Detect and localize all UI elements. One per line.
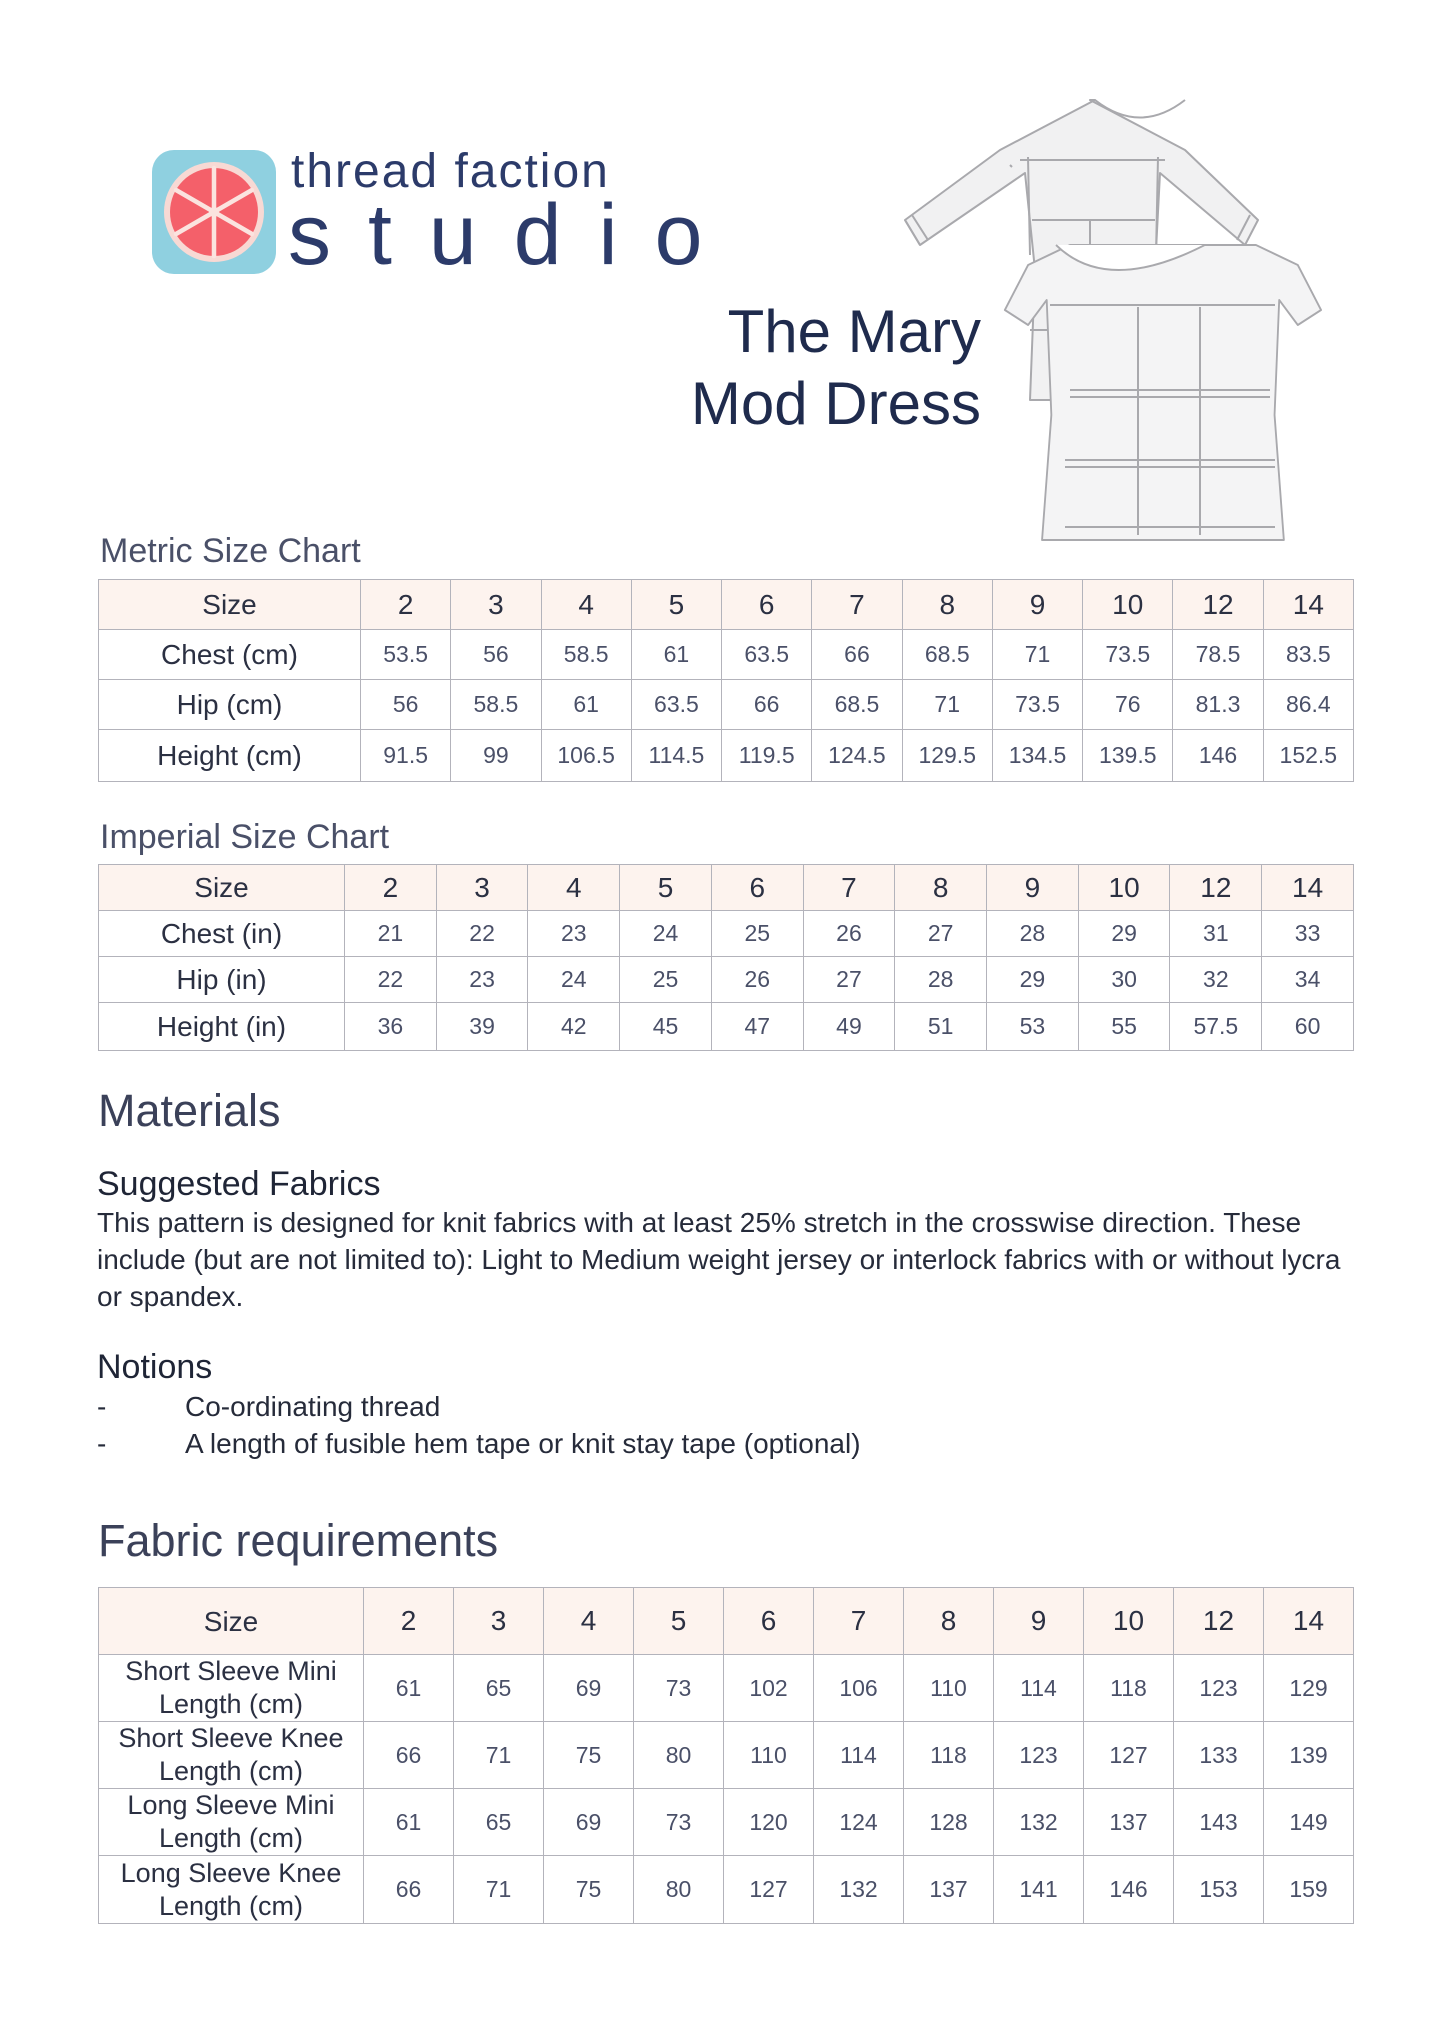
value-cell: 27 [895, 911, 987, 957]
value-cell: 66 [812, 630, 902, 680]
value-cell: 73 [634, 1789, 724, 1856]
value-cell: 159 [1264, 1856, 1354, 1924]
row-label: Height (cm) [99, 730, 361, 782]
value-cell: 91.5 [361, 730, 451, 782]
size-cell: 2 [361, 580, 451, 630]
value-cell: 110 [724, 1722, 814, 1789]
value-cell: 124.5 [812, 730, 902, 782]
size-cell: 12 [1174, 1588, 1264, 1655]
value-cell: 58.5 [541, 630, 631, 680]
row-label-line2: Length (cm) [158, 1689, 304, 1719]
value-cell: 99 [451, 730, 541, 782]
value-cell: 120 [724, 1789, 814, 1856]
size-cell: 10 [1083, 580, 1173, 630]
value-cell: 80 [634, 1722, 724, 1789]
size-cell: 9 [992, 580, 1082, 630]
row-label: Hip (cm) [99, 680, 361, 730]
table-row [99, 630, 1354, 680]
value-cell: 21 [345, 911, 437, 957]
table-row [99, 1655, 1354, 1722]
value-cell: 61 [631, 630, 721, 680]
value-cell: 39 [436, 1003, 528, 1051]
list-item [97, 1425, 861, 1462]
value-cell: 36 [345, 1003, 437, 1051]
value-cell: 56 [451, 630, 541, 680]
value-cell: 141 [994, 1856, 1084, 1924]
value-cell: 153 [1174, 1856, 1264, 1924]
row-label-line2: Length (cm) [158, 1823, 304, 1853]
value-cell: 65 [454, 1655, 544, 1722]
brand-name-line1: thread faction [291, 145, 610, 198]
table-row [99, 680, 1354, 730]
suggested-fabrics-text: This pattern is designed for knit fabrics with at least 25% stretch in the crosswise direction. These include (but are not limited to): Light to Medium weight jersey or interlock fabrics with or without lycra or spandex. [97, 1207, 1341, 1312]
value-cell: 133 [1174, 1722, 1264, 1789]
value-cell: 86.4 [1263, 680, 1353, 730]
value-cell: 34 [1262, 957, 1354, 1003]
row-label: Height (in) [99, 1003, 345, 1051]
value-cell: 69 [544, 1789, 634, 1856]
value-cell: 66 [722, 680, 812, 730]
row-label [99, 1856, 364, 1924]
materials-heading: Materials [98, 1085, 281, 1136]
value-cell: 71 [902, 680, 992, 730]
value-cell: 128 [904, 1789, 994, 1856]
size-cell: 8 [904, 1588, 994, 1655]
value-cell: 28 [987, 911, 1079, 957]
value-cell: 137 [904, 1856, 994, 1924]
value-cell: 132 [994, 1789, 1084, 1856]
value-cell: 28 [895, 957, 987, 1003]
size-cell: 7 [812, 580, 902, 630]
value-cell: 143 [1174, 1789, 1264, 1856]
value-cell: 124 [814, 1789, 904, 1856]
value-cell: 66 [364, 1856, 454, 1924]
value-cell: 106.5 [541, 730, 631, 782]
notion-text: Co-ordinating thread [185, 1391, 441, 1422]
list-bullet: - [97, 1391, 107, 1422]
value-cell: 146 [1084, 1856, 1174, 1924]
value-cell: 123 [1174, 1655, 1264, 1722]
value-cell: 118 [904, 1722, 994, 1789]
pattern-title-line1: The Mary [727, 298, 981, 365]
notions-heading: Notions [97, 1348, 213, 1386]
size-cell: 2 [364, 1588, 454, 1655]
value-cell: 129.5 [902, 730, 992, 782]
value-cell: 30 [1078, 957, 1170, 1003]
value-cell: 71 [992, 630, 1082, 680]
value-cell: 118 [1084, 1655, 1174, 1722]
value-cell: 71 [454, 1856, 544, 1924]
value-cell: 102 [724, 1655, 814, 1722]
size-cell: 14 [1263, 580, 1353, 630]
size-cell: 3 [451, 580, 541, 630]
size-cell: 6 [711, 865, 803, 911]
imperial-size-table [98, 864, 1354, 1051]
list-item [97, 1388, 440, 1425]
size-cell: 7 [803, 865, 895, 911]
value-cell: 71 [454, 1722, 544, 1789]
size-cell: 3 [454, 1588, 544, 1655]
value-cell: 139 [1264, 1722, 1354, 1789]
value-cell: 61 [364, 1655, 454, 1722]
value-cell: 26 [803, 911, 895, 957]
value-cell: 25 [711, 911, 803, 957]
value-cell: 75 [544, 1856, 634, 1924]
table-row [99, 1856, 1354, 1924]
value-cell: 114 [994, 1655, 1084, 1722]
metric-chart-title: Metric Size Chart [100, 532, 361, 570]
value-cell: 139.5 [1083, 730, 1173, 782]
value-cell: 129 [1264, 1655, 1354, 1722]
notion-text: A length of fusible hem tape or knit stay tape (optional) [185, 1428, 861, 1459]
value-cell: 58.5 [451, 680, 541, 730]
value-cell: 83.5 [1263, 630, 1353, 680]
value-cell: 31 [1170, 911, 1262, 957]
row-label [99, 1655, 364, 1722]
value-cell: 66 [364, 1722, 454, 1789]
size-cell: 7 [814, 1588, 904, 1655]
brand-logo [150, 148, 278, 276]
size-cell: 12 [1173, 580, 1263, 630]
row-label: Chest (in) [99, 911, 345, 957]
value-cell: 32 [1170, 957, 1262, 1003]
size-cell: 4 [528, 865, 620, 911]
size-cell: 4 [544, 1588, 634, 1655]
value-cell: 23 [436, 957, 528, 1003]
row-label-line1: Long Sleeve Knee [120, 1857, 342, 1888]
value-cell: 137 [1084, 1789, 1174, 1856]
size-cell: 8 [902, 580, 992, 630]
imperial-chart-title: Imperial Size Chart [100, 818, 390, 856]
value-cell: 63.5 [631, 680, 721, 730]
value-cell: 80 [634, 1856, 724, 1924]
value-cell: 75 [544, 1722, 634, 1789]
grapefruit-slice-icon [150, 148, 278, 276]
short-sleeve-dress-drawing [1005, 245, 1321, 540]
value-cell: 60 [1262, 1003, 1354, 1051]
value-cell: 57.5 [1170, 1003, 1262, 1051]
value-cell: 49 [803, 1003, 895, 1051]
value-cell: 24 [620, 911, 712, 957]
value-cell: 22 [436, 911, 528, 957]
size-cell: 14 [1264, 1588, 1354, 1655]
size-cell: 8 [895, 865, 987, 911]
table-header-row [99, 865, 1354, 911]
value-cell: 42 [528, 1003, 620, 1051]
value-cell: 61 [541, 680, 631, 730]
size-cell: 3 [436, 865, 528, 911]
value-cell: 132 [814, 1856, 904, 1924]
size-cell: 4 [541, 580, 631, 630]
value-cell: 53.5 [361, 630, 451, 680]
value-cell: 114.5 [631, 730, 721, 782]
value-cell: 56 [361, 680, 451, 730]
size-cell: 9 [987, 865, 1079, 911]
value-cell: 76 [1083, 680, 1173, 730]
value-cell: 127 [724, 1856, 814, 1924]
size-cell: 10 [1084, 1588, 1174, 1655]
value-cell: 81.3 [1173, 680, 1263, 730]
metric-size-table [98, 579, 1354, 782]
value-cell: 24 [528, 957, 620, 1003]
value-cell: 27 [803, 957, 895, 1003]
row-label: Hip (in) [99, 957, 345, 1003]
suggested-fabrics-heading: Suggested Fabrics [97, 1165, 381, 1203]
value-cell: 65 [454, 1789, 544, 1856]
header-size-label: Size [99, 865, 345, 911]
row-label-line1: Long Sleeve Mini [127, 1790, 335, 1820]
row-label: Chest (cm) [99, 630, 361, 680]
size-cell: 12 [1170, 865, 1262, 911]
value-cell: 146 [1173, 730, 1263, 782]
row-label-line1: Short Sleeve Knee [118, 1723, 344, 1753]
table-row [99, 1789, 1354, 1856]
list-bullet: - [97, 1428, 107, 1459]
size-cell: 5 [634, 1588, 724, 1655]
size-cell: 10 [1078, 865, 1170, 911]
value-cell: 53 [987, 1003, 1079, 1051]
size-cell: 6 [724, 1588, 814, 1655]
size-cell: 2 [345, 865, 437, 911]
value-cell: 110 [904, 1655, 994, 1722]
size-cell: 9 [994, 1588, 1084, 1655]
row-label-line2: Length (cm) [158, 1890, 304, 1921]
value-cell: 68.5 [902, 630, 992, 680]
size-cell: 14 [1262, 865, 1354, 911]
table-row [99, 1003, 1354, 1051]
value-cell: 47 [711, 1003, 803, 1051]
value-cell: 68.5 [812, 680, 902, 730]
value-cell: 55 [1078, 1003, 1170, 1051]
value-cell: 134.5 [992, 730, 1082, 782]
value-cell: 25 [620, 957, 712, 1003]
value-cell: 73 [634, 1655, 724, 1722]
value-cell: 69 [544, 1655, 634, 1722]
value-cell: 73.5 [1083, 630, 1173, 680]
dress-illustration [900, 95, 1360, 555]
table-row [99, 1722, 1354, 1789]
header-size-label: Size [99, 580, 361, 630]
table-row [99, 957, 1354, 1003]
table-header-row [99, 1588, 1354, 1655]
size-cell: 5 [631, 580, 721, 630]
value-cell: 51 [895, 1003, 987, 1051]
value-cell: 123 [994, 1722, 1084, 1789]
value-cell: 23 [528, 911, 620, 957]
value-cell: 22 [345, 957, 437, 1003]
value-cell: 114 [814, 1722, 904, 1789]
pattern-title-line2: Mod Dress [690, 370, 981, 437]
row-label [99, 1789, 364, 1856]
row-label [99, 1722, 364, 1789]
size-cell: 6 [722, 580, 812, 630]
value-cell: 73.5 [992, 680, 1082, 730]
value-cell: 63.5 [722, 630, 812, 680]
value-cell: 29 [987, 957, 1079, 1003]
value-cell: 127 [1084, 1722, 1174, 1789]
table-row [99, 730, 1354, 782]
value-cell: 106 [814, 1655, 904, 1722]
table-header-row [99, 580, 1354, 630]
table-row [99, 911, 1354, 957]
header-size-label: Size [99, 1588, 364, 1655]
row-label-line1: Short Sleeve Mini [125, 1656, 337, 1686]
value-cell: 149 [1264, 1789, 1354, 1856]
brand-name-line2: studio [288, 187, 740, 283]
value-cell: 45 [620, 1003, 712, 1051]
value-cell: 152.5 [1263, 730, 1353, 782]
value-cell: 29 [1078, 911, 1170, 957]
value-cell: 61 [364, 1789, 454, 1856]
size-cell: 5 [620, 865, 712, 911]
row-label-line2: Length (cm) [158, 1756, 304, 1786]
value-cell: 26 [711, 957, 803, 1003]
value-cell: 78.5 [1173, 630, 1263, 680]
value-cell: 33 [1262, 911, 1354, 957]
value-cell: 119.5 [722, 730, 812, 782]
fabric-requirements-table [98, 1587, 1354, 1924]
fabric-requirements-heading: Fabric requirements [98, 1515, 499, 1566]
